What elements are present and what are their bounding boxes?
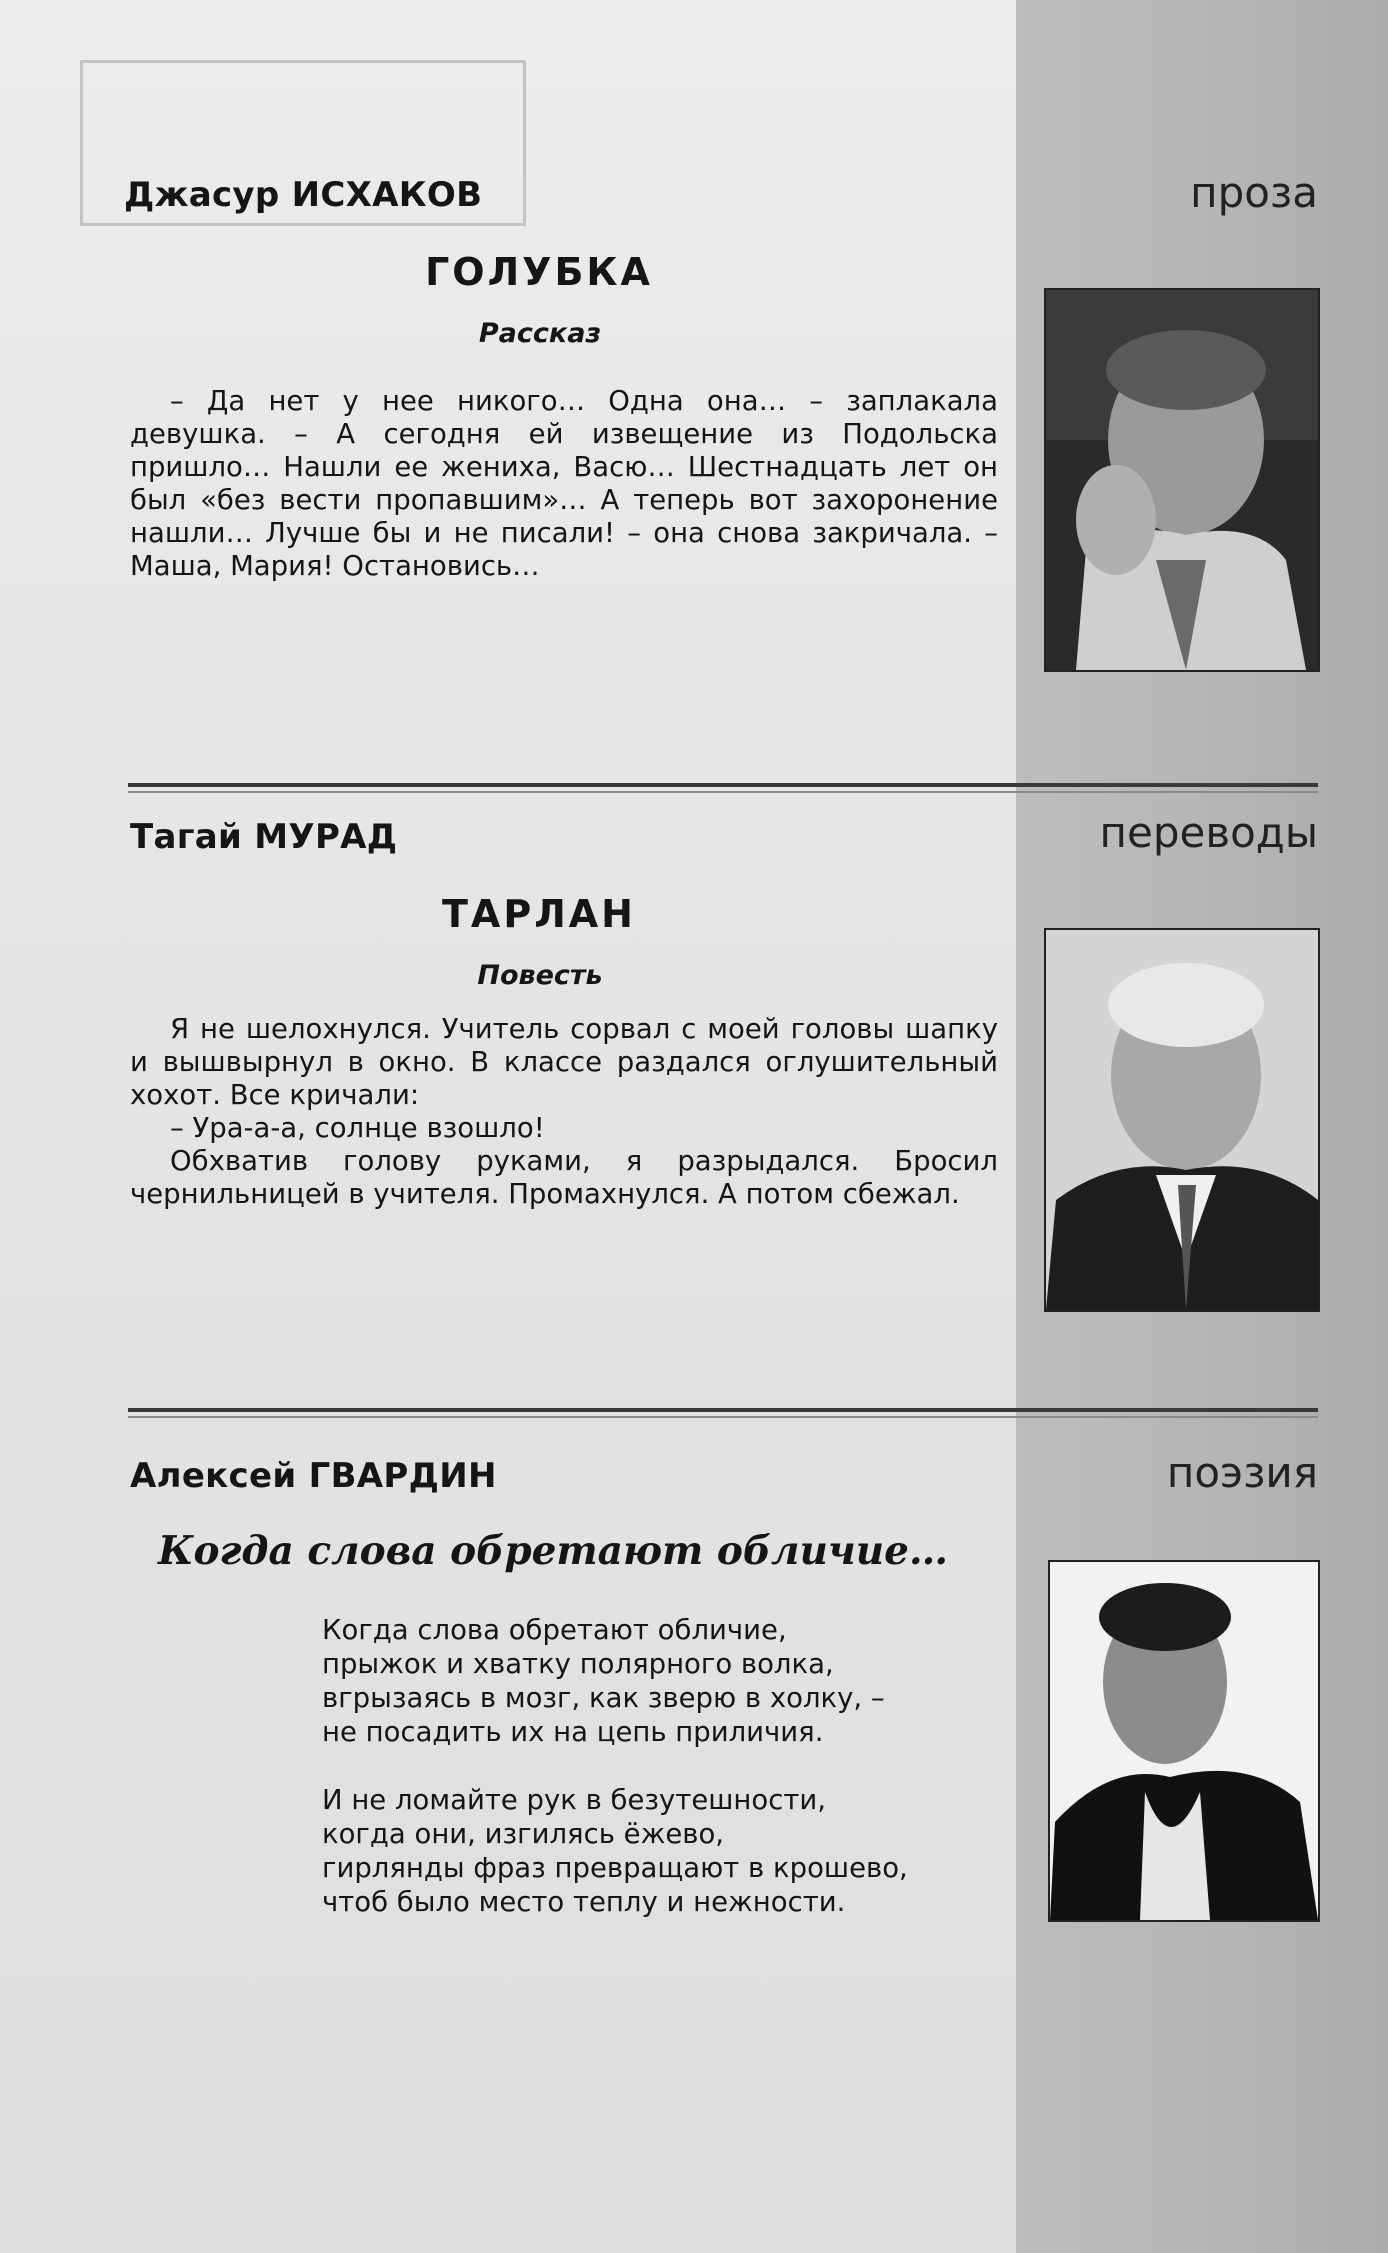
rubric-label-1: проза [1190, 168, 1318, 217]
section-divider-1 [128, 783, 1318, 787]
author-name-1: Джасур ИСХАКОВ [124, 175, 483, 215]
poem-line: прыжок и хватку полярного волка, [322, 1648, 834, 1680]
poem-line: чтоб было место теплу и нежности. [322, 1886, 846, 1918]
poem-text [322, 1613, 908, 1953]
author-photo-3 [1048, 1560, 1320, 1922]
work-title-1: ГОЛУБКА [425, 250, 653, 294]
excerpt-2 [130, 1013, 998, 1211]
poem-line: гирлянды фраз превращают в крошево, [322, 1852, 908, 1884]
excerpt-2-paragraph-2: – Ура-а-а, солнце взошло! [170, 1112, 545, 1144]
rubric-label-2: переводы [1099, 808, 1318, 857]
author-photo-2 [1044, 928, 1320, 1312]
rubric-label-3: поэзия [1166, 1448, 1318, 1497]
excerpt-2-paragraph-3: Обхватив голову руками, я разрыдался. Бросил чернильницей в учителя. Промахнулся. А потом сбежал. [130, 1145, 998, 1210]
poem-title: Когда слова обретают обличие… [158, 1528, 948, 1574]
section-divider-2 [128, 1408, 1318, 1412]
excerpt-2-paragraph-1: Я не шелохнулся. Учитель сорвал с моей головы шапку и вышвырнул в окно. В классе раздался оглушительный хохот. Все кричали: [130, 1013, 998, 1111]
author-name-2: Тагай МУРАД [130, 817, 398, 857]
poem-line: вгрызаясь в мозг, как зверю в холку, – [322, 1682, 885, 1714]
excerpt-1-paragraph: – Да нет у нее никого… Одна она… – заплакала девушка. – А сегодня ей извещение из Подольска пришло… Нашли ее жениха, Васю… Шестнадцать лет он был «без вести пропавшим»… А теперь вот захоронение нашли… Лучше бы и не писали! – она снова закричала. – Маша, Мария! Остановись… [130, 385, 998, 582]
poem-stanza-1 [322, 1613, 908, 1749]
author-photo-1 [1044, 288, 1320, 672]
work-title-2: ТАРЛАН [442, 892, 636, 936]
poem-line: Когда слова обретают обличие, [322, 1614, 787, 1646]
work-genre-2: Повесть [477, 960, 603, 991]
poem-line: И не ломайте рук в безутешности, [322, 1784, 826, 1816]
poem-line: когда они, изгилясь ёжево, [322, 1818, 725, 1850]
work-genre-1: Рассказ [478, 318, 602, 349]
poem-stanza-2 [322, 1783, 908, 1919]
poem-line: не посадить их на цепь приличия. [322, 1716, 824, 1748]
author-name-3: Алексей ГВАРДИН [130, 1456, 497, 1496]
excerpt-1 [130, 385, 998, 583]
